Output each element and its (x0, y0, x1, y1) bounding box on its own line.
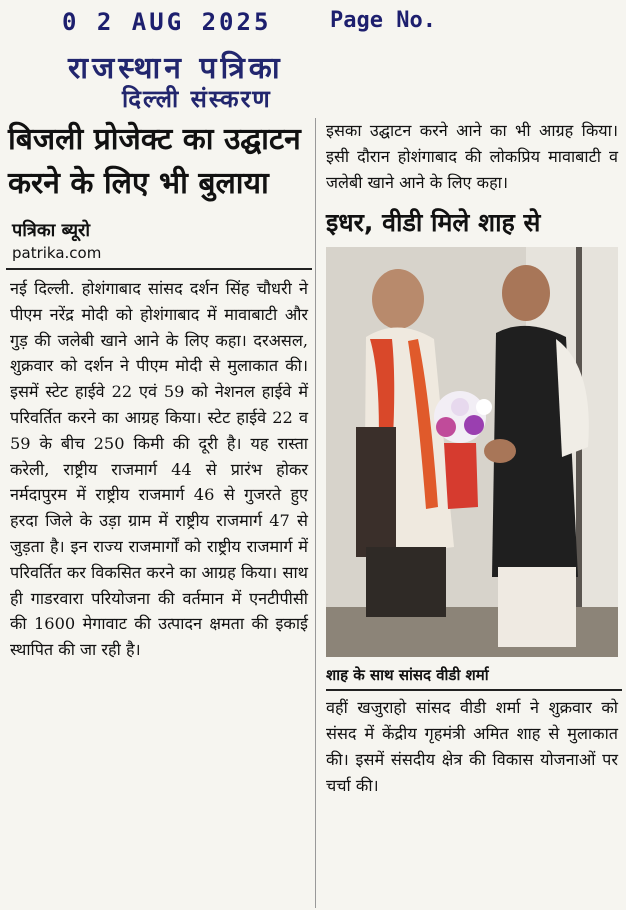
column-divider (315, 118, 316, 908)
news-photo (326, 247, 618, 657)
article-body: नई दिल्ली. होशंगाबाद सांसद दर्शन सिंह चौधरी ने पीएम नरेंद्र मोदी को होशंगाबाद में मावाबाटी और गुड़ की जलेबी खाने आने के लिए कहा। दरअसल, शुक्रवार को दर्शन ने पीएम मोदी से मुलाकात की। इसमें स्टेट हाईवे 22 एवं 59 को नेशनल हाईवे में परिवर्तित करने का आग्रह किया। स्टेट हाईवे 22 व 59 के बीच 250 किमी की दूरी है। यह रास्ता करेली, राष्ट्रीय राजमार्ग 44 से प्रारंभ होकर नर्मदापुरम में राष्ट्रीय राजमार्ग 46 से गुजरते हुए हरदा जिले के उड़ा ग्राम में राष्ट्रीय राजमार्ग 47 से जुड़ता है। इन राज्य राजमार्गों को राष्ट्रीय राजमार्ग में परिवर्तित कर विकसित करने का आग्रह किया। साथ ही गाडरवारा परियोजना की वर्तमान में एनटीपीसी की 1600 मेगावाट की उत्पादन क्षमता की इकाई स्थापित की जा रही है। (10, 279, 308, 660)
article-continuation: इसका उद्घाटन करने आने का भी आग्रह किया। इसी दौरान होशंगाबाद की लोकप्रिय मावाबाटी व जलेबी खाने आने के लिए कहा। (326, 121, 618, 192)
sidebar-body: वहीं खजुराहो सांसद वीडी शर्मा ने शुक्रवार को संसद में केंद्रीय गृहमंत्री अमित शाह से मुलाकात की। इसमें संसदीय क्षेत्र की विकास योजनाओं पर चर्चा की। (326, 698, 618, 795)
photo-caption: शाह के साथ सांसद वीडी शर्मा (326, 665, 622, 691)
photo-illustration (326, 247, 618, 657)
main-article (6, 118, 312, 663)
article-headline: बिजली प्रोजेक्ट का उद्घाटन करने के लिए भी बुलाया (8, 122, 301, 201)
right-column (322, 118, 622, 799)
stamp-edition: दिल्ली संस्करण (122, 85, 272, 113)
article-byline: पत्रिका ब्यूरो (12, 220, 91, 241)
sidebar-headline: इधर, वीडी मिले शाह से (326, 208, 541, 238)
stamp-newspaper-name: राजस्थान पत्रिका (68, 51, 284, 86)
byline-divider (6, 268, 312, 270)
article-byline-site: patrika.com (12, 244, 102, 262)
stamp-page-number: Page No. (330, 8, 436, 33)
stamp-date: 0 2 AUG 2025 (62, 8, 272, 36)
